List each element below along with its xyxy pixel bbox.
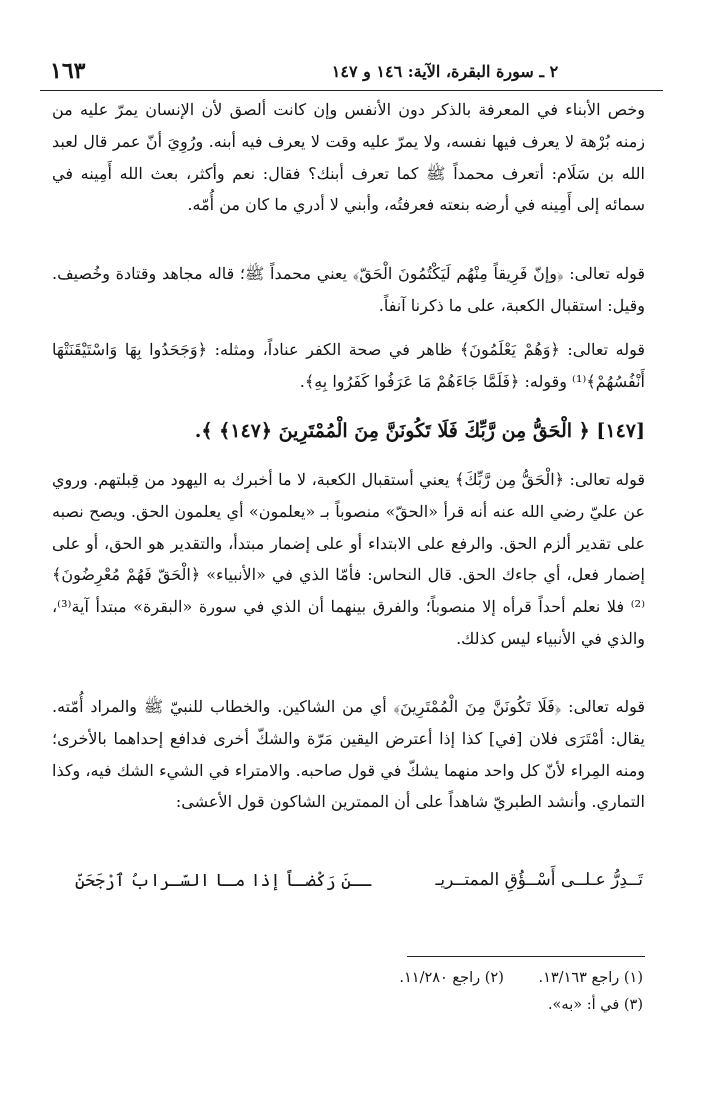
- poem-first-hemistich: تَــدِرُّ عـلــى أَسْــؤُقِ الممتــريـ: [435, 870, 643, 890]
- footnote-3: (٣) في أ: «به».: [547, 997, 643, 1013]
- poem-verse: [75, 864, 643, 904]
- verse-heading: [١٤٧] ﴿ الْحَقُّ مِن رَّبِّكَ فَلَا تَكُونَنَّ مِنَ الْمُمْتَرِينَ ﴿١٤٧﴾ ﴾.: [194, 420, 645, 442]
- footnote-divider: [407, 956, 645, 957]
- page-number: ١٦٣: [50, 58, 86, 84]
- paragraph-5: قوله تعالى: ﴿فَلَا تَكُونَنَّ مِنَ الْمُمْتَرِينَ﴾ أي من الشاكين. والخطاب للنبيّ ﷺ والمراد أُمّته. يقال: أمْتَرَى فلان [في] كذا إذا أعترض اليقين مَرّة والشكّ أخرى فدافع إحداهما بالأخرى؛ ومنه المِراء لأنّ كل واحد منهما يشكّ في قول صاحبه. والامتراء في الشيء الشك فيه، وكذا التماري. وأنشد الطبريّ شاهداً على أن الممترين الشاكون قول الأعشى:: [52, 697, 645, 812]
- footnote-2: (٢) راجع ١١/٢٨٠.: [399, 970, 504, 986]
- poem-second-hemistich: ــنَ رَكْضـاً إذا مـا السّـرابُ ٱرْجَحَنّ: [75, 871, 371, 891]
- main-text: [52, 94, 645, 914]
- footnotes: [223, 965, 643, 1019]
- footnote-1: (١) راجع ١٣/١٦٣.: [538, 970, 643, 986]
- paragraph-3: قوله تعالى: ﴿وَهُمْ يَعْلَمُونَ﴾ ظاهر في صحة الكفر عناداً، ومثله: ﴿وَجَحَدُوا بِهَا وَاسْتَيْقَنَتْهَا أَنْفُسُهُمْ﴾⁽¹⁾ وقوله: ﴿فَلَمَّا جَاءَهُمْ مَا عَرَفُوا كَفَرُوا بِهِ﴾.: [52, 340, 645, 391]
- paragraph-2: قوله تعالى: ﴿وإنّ فَرِيقاً مِنْهُم لَيَكْتُمُونَ الْحَقّ﴾ يعني محمداً ﷺ؛ قاله مجاهد وقتادة وخُصيف. وقيل: استقبال الكعبة، على ما ذكرنا آنفاً.: [52, 264, 645, 315]
- running-title: ٢ ـ سورة البقرة، الآية: ١٤٦ و ١٤٧: [331, 62, 559, 81]
- paragraph-4: قوله تعالى: ﴿الْحَقُّ مِن رَّبِّكَ﴾ يعني أستقبال الكعبة، لا ما أخبرك به اليهود من قِبلتهم. وروي عن عليّ رضي الله عنه أنه قرأ «الحقّ» منصوباً بـ «يعلمون» أي يعلمون الحق. ويصح نصبه على تقدير ألزم الحق. والرفع على الابتداء أو على إضمار مبتدأ، والتقدير هو الحق، أو على إضمار فعل، أي جاءك الحق. قال النحاس: فأمّا الذي في «الأنبياء» ﴿الْحَقّ فَهُمْ مُعْرِضُونَ﴾⁽²⁾ فلا نعلم أحداً قرأه إلا منصوباً؛ والفرق بينهما أن الذي في سورة «البقرة» مبتدأ آية⁽³⁾، والذي في الأنبياء ليس كذلك.: [52, 470, 646, 648]
- page-header: [40, 52, 663, 91]
- paragraph-1: وخص الأبناء في المعرفة بالذكر دون الأنفس وإن كانت ألصق لأن الإنسان يمرّ عليه من زمنه بُرْهة لا يعرف فيها نفسه، ولا يمرّ عليه وقت لا يعرف فيه أبنه. ورُوِيَ أنّ عمر قال لعبد الله بن سَلَام: أتعرف محمداً ﷺ كما تعرف أبنك؟ فقال: نعم وأكثر، بعث الله أَمِينه في سمائه إلى أَمِينه في أرضه بنعته فعرفتُه، وأبني لا أدري ما كان من أُمّه.: [52, 100, 646, 215]
